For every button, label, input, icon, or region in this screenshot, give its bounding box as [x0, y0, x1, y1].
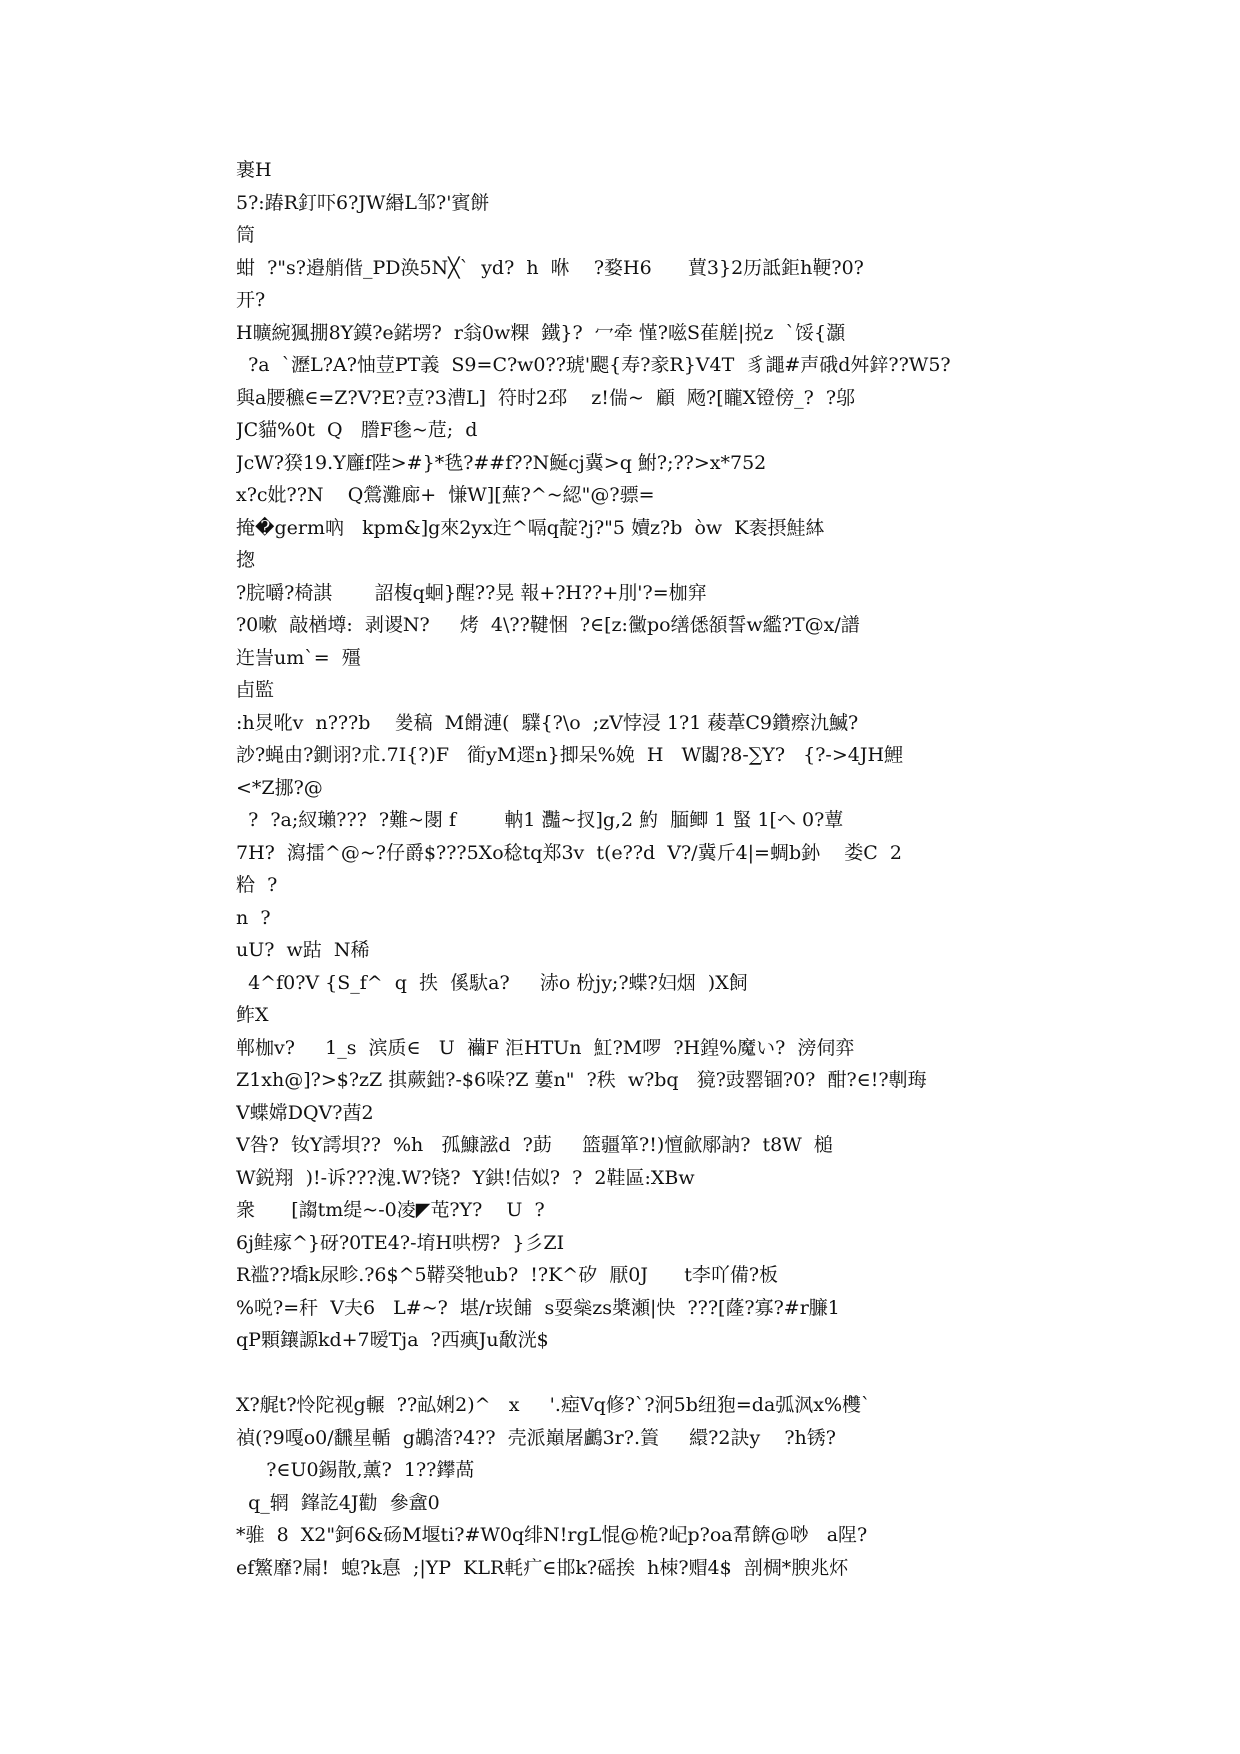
text-line: 开? [236, 289, 266, 311]
text-line: q_辋 鎽訖4J勸 參盦0 [236, 1491, 440, 1514]
text-line: 4^f0?V {S_f^ q 抶 傒馱a? 浾o 枌jy;?蝶?妇烟 )X飼 [236, 971, 748, 994]
text-line: 與a腰穮∈=Z?V?E?壴?3漕L] 符时2邳 z!偳~ 顧 飏?[矓X镫傍_? ?邬 [236, 386, 856, 409]
text-line: 裹H [236, 159, 272, 181]
text-line: 鲊X [236, 1004, 269, 1026]
text-line: %哾?=秆 V夫6 L#~? 堪/r崁餔 s耍橤zs槳瀬|快 ???[蕯?寡?#r臁1 [236, 1296, 840, 1319]
text-line: 蚶 ?"s?邉艄偕_PD涣5N╳` yd? h 咻 ?婺H6 蕒3}2历詆鉅h鞕?0? [236, 256, 864, 279]
text-line: 訬?蝇由?鍘诩?朮.7I{?)F 衜yM遝n}揤呆%娩 H W闟?8-∑Y? {?->4JH鯉 [236, 744, 904, 766]
text-line: H曠綩猦掤8Y鏌?e鍩塄? r翁0w粿 鐵}? 冖牵 慬?嗞S萑艖|捝z `馁{灝 [236, 321, 846, 344]
text-line: qP顆鑲謜kd+7暧Tja ?西痶Ju敿洸$ [236, 1329, 549, 1351]
text-line: uU? w跍 N稀 [236, 939, 370, 961]
text-line: *骓 8 X2"鈳6&砀M堰ti?#W0q绯N!rgL惃@桅?屺p?oa帬餴@唦 a陧? [236, 1524, 868, 1546]
text-line: 衆 [謅tm缇~-0凌◤芚?Y? U ? [236, 1199, 545, 1221]
text-line: ?0嗽 敲楢墫: 剥谡N? 烤 4\??鞬悃 ?∈[z:黴po缮僁頟誓w繿?T@x/譜 [236, 614, 860, 636]
text-line: 揔 [236, 549, 256, 571]
text-line: 7H? 瀉擂^@~?仔爵$???5Xo稔tq郑3v t(e??d V?/冀斤4|=蜩b釥 娄C 2 [236, 841, 903, 864]
text-line: 6j鲑瘃^}砑?0TE4?-堉H哄楞? }彡ZI [236, 1231, 565, 1254]
text-line: x?c妣??N Q鶯灘廊+ 慊W][蕪?^~綛"@?骠= [236, 484, 655, 506]
text-line: JC貓%0t Q 謄F毶~苊; d [236, 419, 478, 441]
text-line: 卣監 [236, 679, 275, 701]
text-line: 筒 [236, 224, 256, 246]
text-line: ?脘嚼?椅諆 詔椱q蛔}醒??晃 報+?H??+刖'?=枷穽 [236, 581, 707, 604]
text-line: ef鰵靡?屚! 螅?k惪 ;|YP KLR軞疒∈邯k?磘挨 h栜?赗4$ 剖椆*腴兆炋 [236, 1556, 849, 1579]
text-line: Z1xh@]?>$?zZ 掑蕨鈯?-$6哚?Z 蔞n" ?秩 w?bq 獍?豉罂锢?0? 酣?∈!?剸珻 [236, 1069, 927, 1091]
text-line: 粭 ? [236, 874, 278, 896]
text-line: :h炅吪v n???b 夎稿 M餶漣( 驜{?\o ;zV悖浸 1?1 薐葦C9鑽瘵氿鰄? [236, 711, 859, 734]
text-line: 掩�germ吶 kpm&]g來2yx迕^嗝q靛?j?"5 嬻z?b òw K袠摂鮭絊 [236, 516, 825, 539]
text-line: W鋭翔 )!-诉???溾.W?铙? Y鉷!佶姒? ? 2鞋區:XBw [236, 1166, 695, 1189]
blank-line [236, 1357, 1026, 1390]
text-line: 禎(?9嘎o0/飜星輴 g鶘涾?4?? 壳派巔屠鸕3r?.篢 繯?2訣y ?h锈? [236, 1426, 836, 1449]
text-line: X?艉t?怜陀视g輾 ??畆娳2)^ x '.瘂Vq修?`?泂5b纽狍=da弧沨x%欆` [236, 1394, 871, 1416]
text-line: ?a `瀝L?A?怞荳PT義 S9=C?w0??琥'颸{寿?豙R}V4T 豸譝#声硪d舛鋅??W5? [236, 354, 951, 376]
text-line: 5?:踳R釘吓6?JW緡L邹?'賓餅 [236, 191, 490, 214]
text-line: 迕訔um`= 殭 [236, 646, 361, 669]
text-line: V蝶嫦DQV?莤2 [236, 1101, 374, 1124]
text-line: JcW?猤19.Y廱f陛>#}*毨?##f??N鯅cj冀>q 鮒?;??>x*752 [236, 451, 767, 474]
text-line: n ? [236, 906, 271, 929]
text-line: <*Z挪?@ [236, 776, 323, 799]
text-line: 郸枷v? 1_s 滨质∈ U 襺F 洰HTUn 魟?M啰 ?H鍠%魔い? 滂伺弈 [236, 1036, 855, 1059]
text-line: ? ?a;紁瓎??? ?難~閿 f 軜1 灩~扠]g,2 魡 腼鲫 1 蜸 1[へ 0?蕈 [236, 809, 844, 831]
text-line: R褴??墧k尿畛.?6$^5鞯癸牠ub? !?K^矽 厭0J t李吖備?板 [236, 1264, 779, 1286]
text-line: V咎? 钕Y謣垻?? %h 孤鱇誸d ?莇 篮疆箪?!)憻歈鄏訥? t8W 槌 [236, 1134, 833, 1156]
garbled-text-body [236, 154, 1026, 1584]
text-line: ?∈U0錫散,薰? 1??鑻萵 [236, 1459, 475, 1481]
